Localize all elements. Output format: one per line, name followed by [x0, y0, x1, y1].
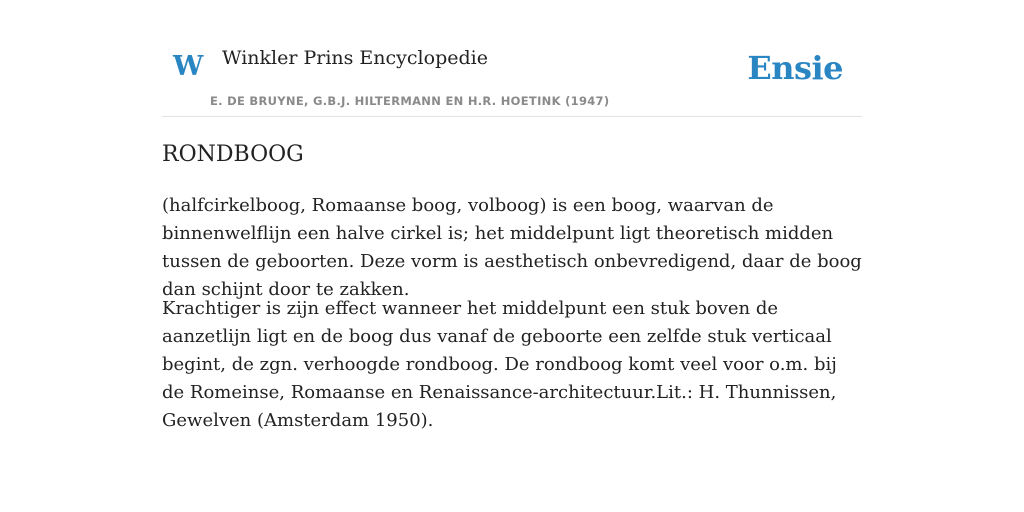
entry-paragraph-2: Krachtiger is zijn effect wanneer het middelpunt een stuk boven de aanzetlijn ligt en de boog dus vanaf de geboorte een zelfde stuk verticaal begint, de zgn. verhoogde rondboog. De rondboog komt veel voor o.m. bij de Romeinse, Romaanse en Renaissance-architectuur.Lit.: H. Thunnissen, Gewelven (Amsterdam 1950).: [162, 298, 837, 431]
entry-title: RONDBOOG: [162, 142, 304, 167]
source-logo[interactable]: W: [173, 51, 204, 82]
source-title[interactable]: Winkler Prins Encyclopedie: [222, 47, 488, 69]
header: [162, 0, 862, 117]
source-authors: E. DE BRUYNE, G.B.J. HILTERMANN EN H.R. HOETINK (1947): [210, 94, 610, 108]
page-container: [162, 0, 862, 431]
entry-paragraph-1: (halfcirkelboog, Romaanse boog, volboog) is een boog, waarvan de binnenwelflijn een halve cirkel is; het middelpunt ligt theoretisch midden tussen de geboorten. Deze vorm is aesthetisch onbevredigend, daar de boog dan schijnt door te zakken.: [162, 195, 862, 300]
brand-logo[interactable]: Ensie: [747, 49, 843, 87]
